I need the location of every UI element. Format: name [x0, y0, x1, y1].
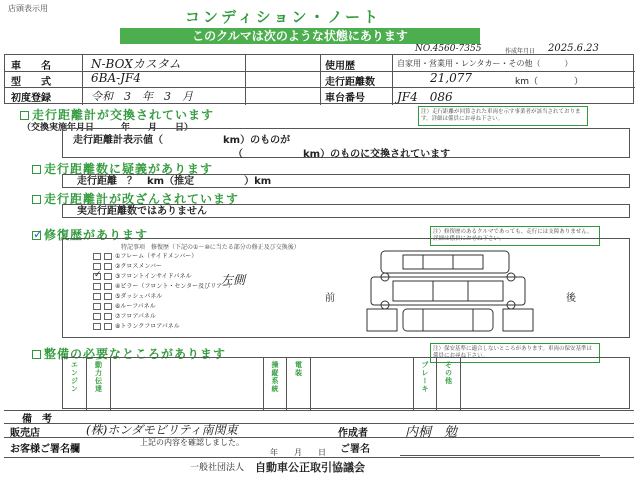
drivetrain-label: 動力伝達 — [94, 361, 103, 393]
maintenance-box — [62, 357, 630, 409]
odometer-exchange-title: 走行距離計が交換されています — [20, 106, 214, 123]
repair-item-8 — [93, 322, 234, 332]
chassis-label: 車台番号 — [325, 93, 365, 104]
document-number: NO.4560-7355 — [415, 44, 482, 54]
author-value: 内桐 勉 — [405, 425, 458, 440]
use-label: 使用歴 — [325, 61, 355, 72]
created-date-label: 作成年月日 — [505, 48, 536, 55]
model-label: 型 式 — [11, 77, 51, 88]
name-value: N-BOXカスタム — [91, 57, 181, 71]
repair-item-4 — [93, 282, 234, 292]
maintenance-note: 注）保安基準に適合しないところがあります。車両の保安基準は係員にお尋ね下さい。 — [430, 343, 600, 363]
mileage-label: 走行距離数 — [325, 77, 375, 88]
car-diagram — [363, 247, 543, 333]
signature-field[interactable] — [400, 438, 600, 456]
repair-item-label: ⑤ダッシュパネル — [115, 293, 163, 300]
repair-item-label: ④ピラー（フロント・センター及びリアー） — [115, 283, 234, 290]
name-label: 車 名 — [11, 61, 51, 72]
repair-item-checkbox[interactable]: ✓ — [94, 270, 102, 280]
dealer-value: (株)ホンダモビリティ南関東 — [86, 423, 238, 437]
repair-item-5 — [93, 292, 234, 302]
repair-note: 注）修復歴のあるクルマであっても、走行には支障ありません。詳細は係員にお尋ね下さい。 — [430, 226, 600, 246]
model-value: 6BA-JF4 — [91, 71, 141, 85]
exchange-note: 注）走行距離が回算された車両を示す事業者が該当されております。詳細は係員にお尋ね下さい。 — [418, 106, 588, 126]
repair-item-checkbox-2[interactable] — [104, 283, 112, 290]
repair-item-checkbox-2[interactable] — [104, 273, 112, 280]
repair-header: 特記事項 修復歴（下記の①～⑩に当たる部分の修正及び交換後） — [121, 244, 300, 251]
repair-item-label: ③フロントインサイドパネル — [115, 273, 192, 280]
repair-title: ✓ 修復歴があります — [33, 227, 149, 242]
repair-item-label: ①フレーム（サイドメンバー） — [115, 253, 198, 260]
rear-label: 後 — [566, 293, 576, 304]
exchange-date-line: （交換実施年月日 年 月 日） — [22, 123, 194, 133]
chassis-value: JF4 086 — [397, 90, 453, 104]
signature-name-label: ご署名 — [340, 444, 370, 455]
repair-item-checkbox-2[interactable] — [104, 313, 112, 320]
repair-item-checkbox[interactable] — [93, 313, 101, 320]
repair-item-label: ⑦フロアパネル — [115, 313, 156, 320]
mileage-value: 21,077 — [430, 71, 472, 85]
signature-date: 年 月 日 — [270, 448, 326, 457]
repair-item-checkbox[interactable] — [93, 263, 101, 270]
repair-item-checkbox[interactable] — [93, 323, 101, 330]
repair-checkbox: ✓ — [33, 227, 45, 241]
remarks-label: 備 考 — [22, 414, 52, 425]
electrical-label: 電装 — [294, 361, 303, 377]
exchange-line-2: （ km）のものに交換されています — [233, 149, 451, 160]
maintenance-title: 整備の必要なところがあります — [32, 345, 226, 362]
repair-item-checkbox[interactable] — [93, 253, 101, 260]
repair-item-label: ②クロスメンバー — [115, 263, 162, 270]
front-label: 前 — [325, 293, 335, 304]
steering-label: 操縦系統 — [271, 361, 279, 393]
association-prefix: 一般社団法人 — [190, 463, 245, 473]
repair-item-checkbox-2[interactable] — [104, 253, 112, 260]
created-date-value: 2025.6.23 — [548, 43, 599, 54]
tamper-line: 実走行距離数ではありません — [62, 204, 630, 218]
exchange-box — [62, 128, 630, 158]
page-title: コンディション・ノート — [185, 8, 382, 26]
repair-item-checkbox[interactable] — [93, 303, 101, 310]
engine-label: エンジン — [70, 361, 79, 393]
brake-label: ブレーキ — [421, 361, 429, 393]
repair-item-checkbox-2[interactable] — [104, 323, 112, 330]
vehicle-info-box — [4, 54, 634, 104]
author-label: 作成者 — [338, 428, 368, 439]
repair-item-3 — [93, 272, 234, 282]
mileage-doubt-title: 走行距離数に疑義があります — [32, 160, 213, 177]
other-label: その他 — [444, 361, 453, 385]
repair-item-1 — [93, 252, 234, 262]
tamper-title: 走行距離計が改ざんされています — [32, 190, 239, 207]
signature-label: お客様ご署名欄 — [10, 444, 80, 455]
repair-item-label: ⑧トランクフロアパネル — [115, 323, 180, 330]
repair-item-checkbox-2[interactable] — [104, 293, 112, 300]
repair-handwritten: 左側 — [221, 273, 246, 287]
page-subtitle: このクルマは次のような状態にあります — [120, 28, 480, 44]
mileage-unit: km（ ） — [515, 77, 583, 87]
first-reg-label: 初度登録 — [11, 93, 51, 104]
repair-item-checkbox[interactable] — [93, 293, 101, 300]
repair-item-6 — [93, 302, 234, 312]
exchange-line-1: 走行距離計表示値（ km）のものが — [73, 135, 291, 146]
first-reg-value: 令和 3 年 3 月 — [91, 90, 193, 103]
repair-item-7 — [93, 312, 234, 322]
repair-box — [62, 238, 630, 338]
repair-item-label: ⑥ルーフパネル — [115, 303, 156, 310]
repair-item-checkbox-2[interactable] — [104, 303, 112, 310]
mileage-doubt-line: 走行距離 ？ km（推定 ）km — [62, 174, 630, 188]
confirm-text: 上記の内容を確認しました。 — [140, 438, 244, 447]
repair-item-2 — [93, 262, 234, 272]
store-label: 店頭表示用 — [8, 4, 48, 13]
repair-item-checkbox[interactable] — [93, 283, 101, 290]
dealer-label: 販売店 — [10, 428, 40, 439]
association-name: 自動車公正取引協議会 — [255, 461, 365, 474]
use-value: 自家用・営業用・レンタカー・その他（ ） — [397, 59, 573, 68]
repair-item-checkbox-2[interactable] — [104, 263, 112, 270]
